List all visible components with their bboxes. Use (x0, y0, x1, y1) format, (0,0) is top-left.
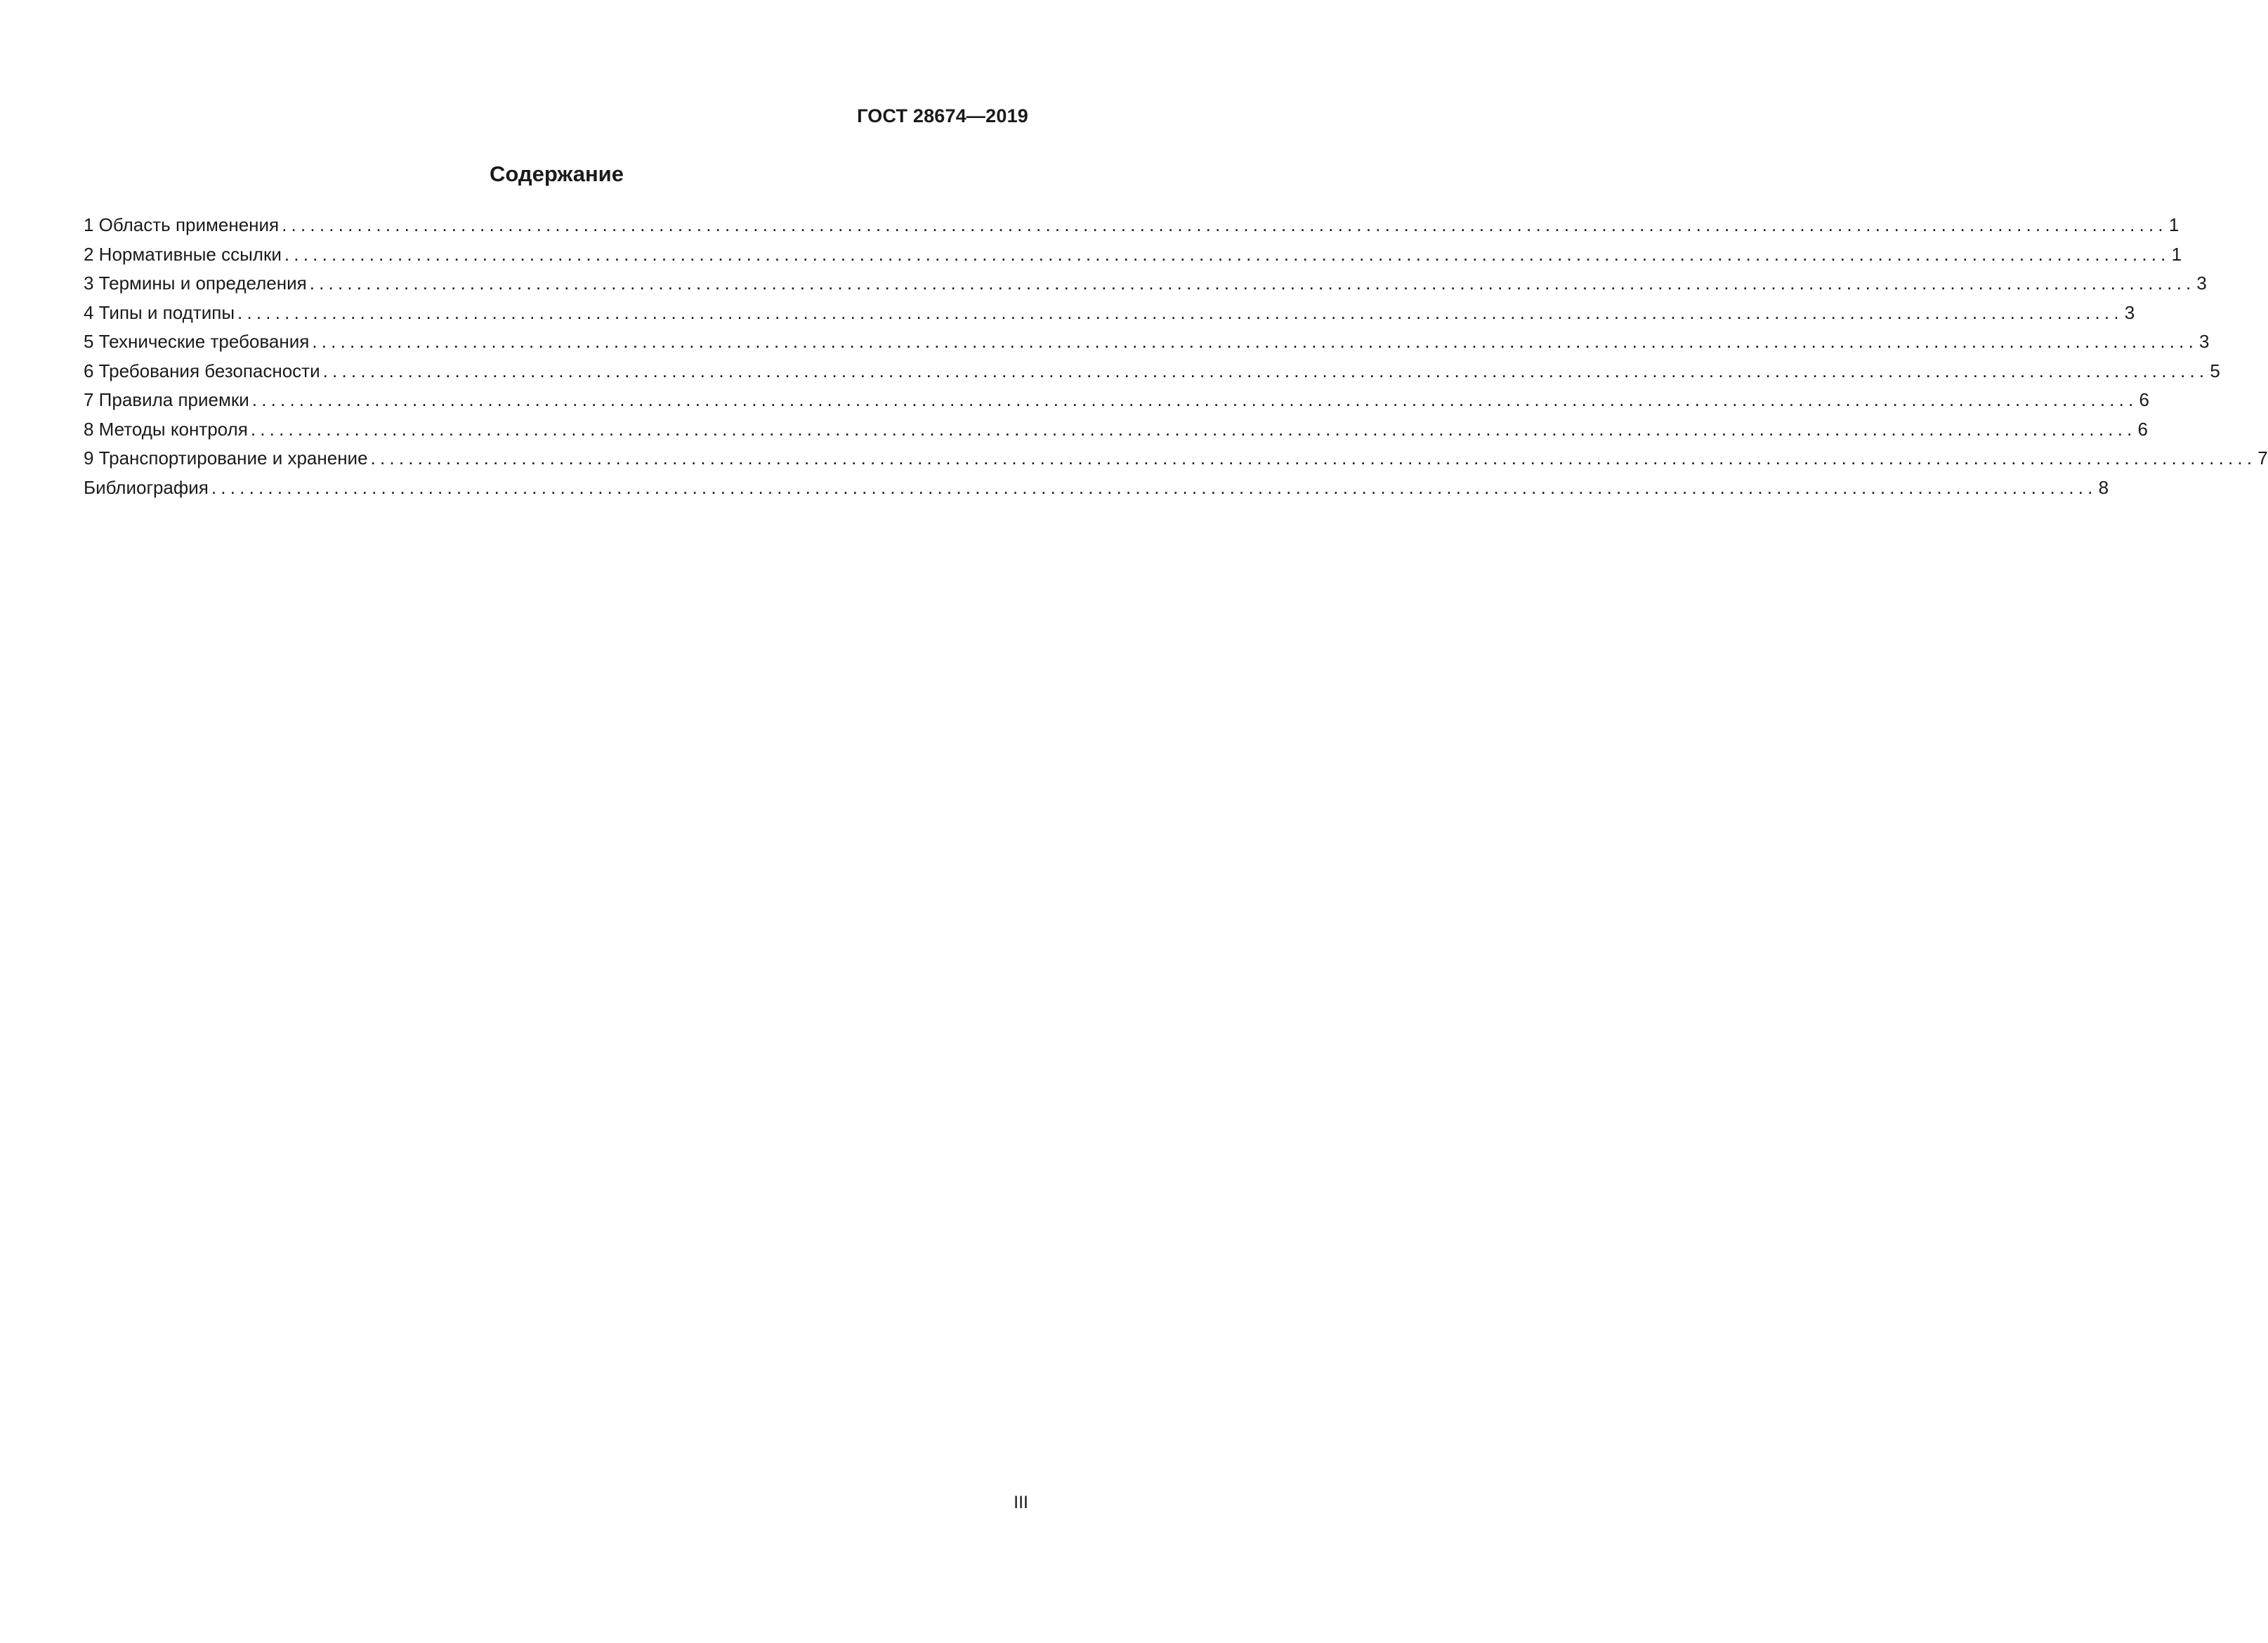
toc-entry-page: 3 (2196, 273, 2207, 294)
toc-entry-types-subtypes[interactable] (84, 299, 2135, 328)
dot-leader: ........................................................................................................................................................................................................ (309, 273, 2196, 294)
toc-entry-safety-requirements[interactable] (84, 357, 2220, 386)
toc-entry-page: 8 (2098, 476, 2109, 498)
dot-leader: ........................................................................................................................................................................................................ (251, 389, 2138, 410)
dot-leader: ........................................................................................................................................................................................................ (282, 214, 2168, 235)
toc-entry-scope[interactable] (84, 211, 2179, 240)
toc-entry-label: Библиография (84, 476, 209, 498)
toc-entry-page: 6 (2139, 389, 2149, 410)
toc-entry-page: 3 (2199, 331, 2210, 352)
dot-leader: ........................................................................................................................................................................................................ (237, 301, 2123, 323)
toc-entry-label: 3 Термины и определения (84, 273, 307, 294)
toc-title: Содержание (490, 162, 624, 186)
toc-entry-technical-requirements[interactable] (84, 327, 2210, 357)
toc-entry-bibliography[interactable] (84, 473, 2109, 503)
toc-entry-label: 7 Правила приемки (84, 389, 249, 410)
dot-leader: ........................................................................................................................................................................................................ (370, 447, 2257, 469)
toc-entry-terms-definitions[interactable] (84, 269, 2207, 299)
document-code: ГОСТ 28674—2019 (857, 105, 1028, 126)
toc-entry-test-methods[interactable] (84, 415, 2149, 445)
table-of-contents (84, 211, 2268, 502)
dot-leader: ........................................................................................................................................................................................................ (211, 476, 2097, 498)
dot-leader: ........................................................................................................................................................................................................ (250, 418, 2137, 440)
toc-entry-label: 6 Требования безопасности (84, 360, 320, 381)
toc-entry-label: 2 Нормативные ссылки (84, 243, 282, 265)
toc-entry-page: 5 (2210, 360, 2220, 381)
page-number: III (1014, 1493, 1028, 1512)
toc-entry-label: 5 Технические требования (84, 331, 310, 352)
toc-entry-page: 7 (2257, 447, 2268, 469)
toc-entry-page: 1 (2168, 214, 2179, 235)
toc-entry-label: 9 Транспортирование и хранение (84, 447, 368, 469)
toc-entry-transport-storage[interactable] (84, 444, 2268, 473)
toc-entry-normative-references[interactable] (84, 240, 2182, 270)
toc-entry-label: 8 Методы контроля (84, 418, 248, 440)
dot-leader: ........................................................................................................................................................................................................ (322, 360, 2209, 381)
toc-entry-page: 6 (2137, 418, 2149, 440)
toc-entry-label: 4 Типы и подтипы (84, 301, 235, 323)
dot-leader: ........................................................................................................................................................................................................ (284, 243, 2170, 265)
toc-entry-acceptance-rules[interactable] (84, 386, 2149, 415)
toc-entry-page: 3 (2124, 301, 2135, 323)
toc-entry-page: 1 (2171, 243, 2182, 265)
toc-entry-label: 1 Область применения (84, 214, 280, 235)
dot-leader: ........................................................................................................................................................................................................ (312, 331, 2198, 352)
